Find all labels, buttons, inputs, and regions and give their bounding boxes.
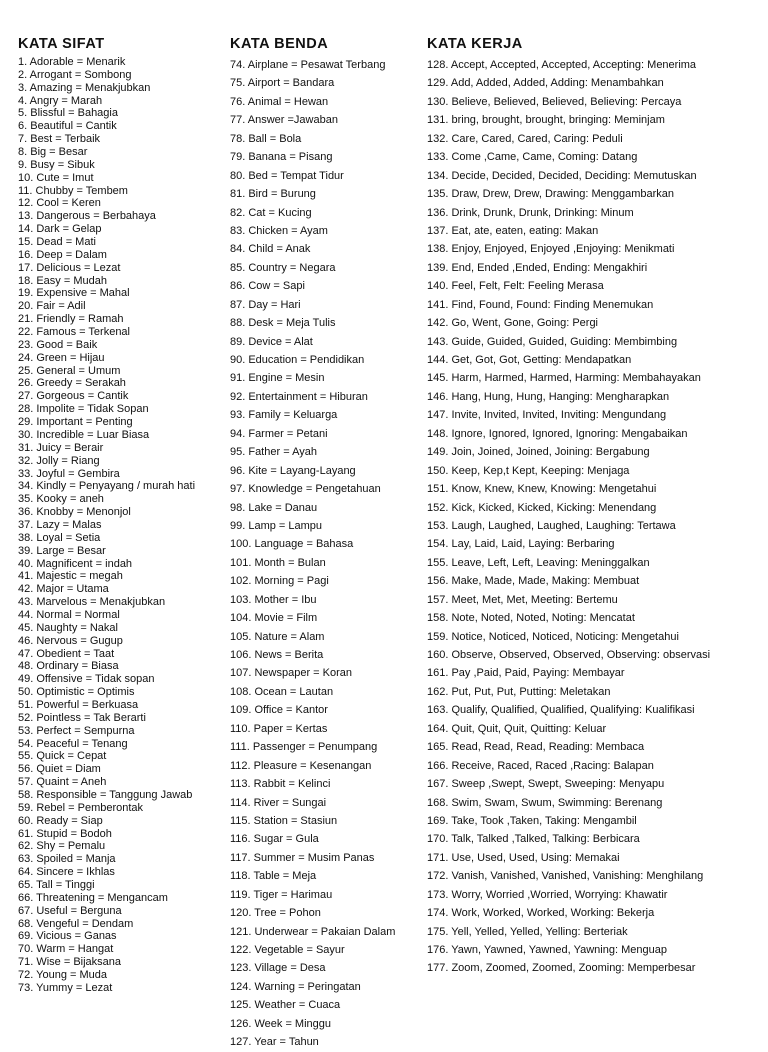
list-item: 135. Draw, Drew, Drew, Drawing: Menggambarkan bbox=[427, 188, 674, 201]
list-item: 166. Receive, Raced, Raced ,Racing: Balapan bbox=[427, 759, 654, 772]
list-item: 5. Blissful = Bahagia bbox=[18, 107, 118, 120]
list-item: 49. Offensive = Tidak sopan bbox=[18, 673, 155, 686]
list-item: 147. Invite, Invited, Invited, Inviting: Mengundang bbox=[427, 409, 667, 422]
list-item: 94. Farmer = Petani bbox=[230, 427, 328, 440]
list-item: 177. Zoom, Zoomed, Zoomed, Zooming: Memperbesar bbox=[427, 962, 696, 975]
list-item: 136. Drink, Drunk, Drunk, Drinking: Minum bbox=[427, 206, 634, 219]
list-item: 29. Important = Penting bbox=[18, 416, 133, 429]
list-item: 111. Passenger = Penumpang bbox=[230, 741, 378, 754]
list-item: 50. Optimistic = Optimis bbox=[18, 686, 135, 699]
list-item: 155. Leave, Left, Left, Leaving: Meninggalkan bbox=[427, 556, 650, 569]
list-item: 168. Swim, Swam, Swum, Swimming: Berenang bbox=[427, 796, 663, 809]
list-item: 106. News = Berita bbox=[230, 649, 324, 661]
list-item: 73. Yummy = Lezat bbox=[18, 981, 113, 994]
list-item: 113. Rabbit = Kelinci bbox=[230, 778, 331, 791]
list-item: 128. Accept, Accepted, Accepted, Accepting: Menerima bbox=[427, 59, 697, 71]
list-item: 150. Keep, Kep,t Kept, Keeping: Menjaga bbox=[427, 464, 630, 477]
list-item: 65. Tall = Tinggi bbox=[18, 879, 95, 891]
heading-kata-sifat: KATA SIFAT bbox=[18, 36, 105, 52]
list-item: 13. Dangerous = Berbahaya bbox=[18, 210, 156, 223]
list-item: 104. Movie = Film bbox=[230, 612, 318, 625]
list-item: 31. Juicy = Berair bbox=[18, 441, 104, 454]
list-item: 126. Week = Minggu bbox=[230, 1017, 331, 1030]
list-item: 78. Ball = Bola bbox=[230, 132, 302, 145]
list-item: 80. Bed = Tempat Tidur bbox=[230, 169, 344, 182]
list-item: 3. Amazing = Menakjubkan bbox=[18, 81, 151, 94]
list-item: 108. Ocean = Lautan bbox=[230, 685, 334, 698]
list-item: 79. Banana = Pisang bbox=[230, 151, 333, 164]
list-item: 39. Large = Besar bbox=[18, 544, 106, 557]
list-item: 90. Education = Pendidikan bbox=[230, 354, 365, 366]
list-item: 36. Knobby = Menonjol bbox=[18, 506, 131, 519]
list-item: 103. Mother = Ibu bbox=[230, 593, 317, 606]
list-item: 28. Impolite = Tidak Sopan bbox=[18, 403, 149, 416]
list-item: 46. Nervous = Gugup bbox=[18, 634, 123, 647]
list-item: 127. Year = Tahun bbox=[230, 1036, 319, 1049]
list-item: 15. Dead = Mati bbox=[18, 236, 96, 249]
list-item: 110. Paper = Kertas bbox=[230, 722, 328, 735]
list-item: 33. Joyful = Gembira bbox=[18, 467, 120, 480]
list-item: 76. Animal = Hewan bbox=[230, 95, 329, 108]
list-item: 85. Country = Negara bbox=[230, 261, 336, 274]
list-item: 160. Observe, Observed, Observed, Observing: observasi bbox=[427, 649, 711, 661]
list-item: 133. Come ,Came, Came, Coming: Datang bbox=[427, 151, 638, 164]
list-item: 153. Laugh, Laughed, Laughed, Laughing: Tertawa bbox=[427, 519, 676, 532]
list-item: 6. Beautiful = Cantik bbox=[18, 120, 117, 133]
list-item: 89. Device = Alat bbox=[230, 335, 313, 348]
list-item: 99. Lamp = Lampu bbox=[230, 519, 323, 532]
list-item: 38. Loyal = Setia bbox=[18, 531, 101, 544]
list-item: 171. Use, Used, Used, Using: Memakai bbox=[427, 851, 620, 864]
list-item: 86. Cow = Sapi bbox=[230, 280, 305, 293]
heading-kata-kerja: KATA KERJA bbox=[427, 36, 523, 52]
list-item: 174. Work, Worked, Worked, Working: Bekerja bbox=[427, 907, 655, 920]
list-item: 69. Vicious = Ganas bbox=[18, 930, 117, 943]
list-item: 107. Newspaper = Koran bbox=[230, 667, 352, 680]
list-item: 148. Ignore, Ignored, Ignored, Ignoring: Mengabaikan bbox=[427, 427, 688, 440]
list-item: 98. Lake = Danau bbox=[230, 501, 318, 514]
list-item: 47. Obedient = Taat bbox=[18, 647, 115, 660]
list-item: 17. Delicious = Lezat bbox=[18, 261, 121, 274]
list-item: 101. Month = Bulan bbox=[230, 556, 326, 569]
list-item: 162. Put, Put, Put, Putting: Meletakan bbox=[427, 685, 611, 698]
list-item: 157. Meet, Met, Met, Meeting: Bertemu bbox=[427, 593, 618, 606]
list-item: 146. Hang, Hung, Hung, Hanging: Mengharapkan bbox=[427, 390, 670, 403]
list-item: 105. Nature = Alam bbox=[230, 630, 325, 643]
column-kata-sifat bbox=[18, 36, 223, 995]
column-kata-kerja bbox=[427, 36, 762, 978]
list-item: 152. Kick, Kicked, Kicked, Kicking: Menendang bbox=[427, 501, 657, 514]
list-item: 83. Chicken = Ayam bbox=[230, 224, 328, 237]
list-item: 154. Lay, Laid, Laid, Laying: Berbaring bbox=[427, 538, 615, 551]
list-item: 68. Vengeful = Dendam bbox=[18, 917, 134, 930]
list-item: 4. Angry = Marah bbox=[18, 94, 103, 107]
list-item: 114. River = Sungai bbox=[230, 796, 327, 809]
list-item: 72. Young = Muda bbox=[18, 969, 107, 982]
list-item: 51. Powerful = Berkuasa bbox=[18, 698, 139, 711]
list-item: 61. Stupid = Bodoh bbox=[18, 827, 112, 840]
list-item: 112. Pleasure = Kesenangan bbox=[230, 759, 372, 772]
list-item: 81. Bird = Burung bbox=[230, 188, 316, 201]
heading-kata-benda: KATA BENDA bbox=[230, 36, 329, 52]
list-kata-sifat bbox=[18, 56, 223, 995]
list-item: 118. Table = Meja bbox=[230, 870, 317, 883]
list-item: 43. Marvelous = Menakjubkan bbox=[18, 596, 166, 609]
list-item: 173. Worry, Worried ,Worried, Worrying: Khawatir bbox=[427, 888, 668, 901]
list-item: 169. Take, Took ,Taken, Taking: Mengambil bbox=[427, 814, 637, 827]
list-item: 48. Ordinary = Biasa bbox=[18, 660, 119, 673]
list-item: 55. Quick = Cepat bbox=[18, 750, 107, 763]
list-item: 63. Spoiled = Manja bbox=[18, 853, 116, 866]
list-item: 102. Morning = Pagi bbox=[230, 575, 329, 588]
list-item: 22. Famous = Terkenal bbox=[18, 326, 130, 339]
list-kata-kerja bbox=[427, 56, 762, 978]
list-item: 53. Perfect = Sempurna bbox=[18, 724, 135, 737]
list-item: 41. Majestic = megah bbox=[18, 570, 123, 583]
list-item: 120. Tree = Pohon bbox=[230, 907, 321, 920]
list-item: 87. Day = Hari bbox=[230, 298, 301, 311]
list-item: 1. Adorable = Menarik bbox=[18, 56, 126, 68]
list-item: 45. Naughty = Nakal bbox=[18, 621, 118, 634]
list-item: 115. Station = Stasiun bbox=[230, 814, 338, 827]
list-item: 11. Chubby = Tembem bbox=[18, 184, 128, 197]
list-item: 70. Warm = Hangat bbox=[18, 943, 114, 956]
list-item: 20. Fair = Adil bbox=[18, 300, 86, 313]
list-item: 140. Feel, Felt, Felt: Feeling Merasa bbox=[427, 280, 604, 293]
list-item: 121. Underwear = Pakaian Dalam bbox=[230, 925, 396, 938]
list-item: 24. Green = Hijau bbox=[18, 351, 105, 364]
list-item: 149. Join, Joined, Joined, Joining: Bergabung bbox=[427, 446, 650, 459]
list-item: 42. Major = Utama bbox=[18, 583, 109, 596]
list-item: 82. Cat = Kucing bbox=[230, 206, 312, 219]
list-item: 34. Kindly = Penyayang / murah hati bbox=[18, 480, 196, 493]
list-item: 92. Entertainment = Hiburan bbox=[230, 390, 368, 403]
list-kata-benda bbox=[230, 56, 420, 1052]
list-item: 12. Cool = Keren bbox=[18, 197, 101, 210]
list-item: 109. Office = Kantor bbox=[230, 704, 328, 717]
list-item: 19. Expensive = Mahal bbox=[18, 287, 130, 300]
list-item: 132. Care, Cared, Cared, Caring: Peduli bbox=[427, 132, 623, 145]
list-item: 156. Make, Made, Made, Making: Membuat bbox=[427, 575, 640, 588]
list-item: 18. Easy = Mudah bbox=[18, 274, 107, 287]
list-item: 123. Village = Desa bbox=[230, 962, 326, 975]
list-item: 58. Responsible = Tanggung Jawab bbox=[18, 788, 193, 801]
list-item: 96. Kite = Layang-Layang bbox=[230, 464, 356, 477]
list-item: 54. Peaceful = Tenang bbox=[18, 737, 128, 750]
list-item: 93. Family = Keluarga bbox=[230, 409, 338, 422]
list-item: 10. Cute = Imut bbox=[18, 171, 94, 184]
list-item: 56. Quiet = Diam bbox=[18, 763, 101, 776]
list-item: 175. Yell, Yelled, Yelled, Yelling: Berteriak bbox=[427, 925, 628, 938]
list-item: 143. Guide, Guided, Guided, Guiding: Membimbing bbox=[427, 335, 678, 348]
list-item: 44. Normal = Normal bbox=[18, 608, 120, 621]
list-item: 116. Sugar = Gula bbox=[230, 833, 319, 846]
list-item: 74. Airplane = Pesawat Terbang bbox=[230, 59, 386, 71]
list-item: 16. Deep = Dalam bbox=[18, 248, 107, 261]
column-kata-benda bbox=[230, 36, 420, 1052]
list-item: 40. Magnificent = indah bbox=[18, 557, 133, 570]
list-item: 130. Believe, Believed, Believed, Believing: Percaya bbox=[427, 95, 682, 108]
list-item: 100. Language = Bahasa bbox=[230, 538, 354, 551]
list-item: 142. Go, Went, Gone, Going: Pergi bbox=[427, 317, 599, 330]
list-item: 176. Yawn, Yawned, Yawned, Yawning: Menguap bbox=[427, 944, 667, 956]
list-item: 163. Qualify, Qualified, Qualified, Qualifying: Kualifikasi bbox=[427, 704, 695, 717]
list-item: 131. bring, brought, brought, bringing: Meminjam bbox=[427, 114, 665, 127]
list-item: 52. Pointless = Tak Berarti bbox=[18, 711, 146, 724]
list-item: 97. Knowledge = Pengetahuan bbox=[230, 483, 381, 496]
list-item: 67. Useful = Berguna bbox=[18, 904, 122, 917]
list-item: 88. Desk = Meja Tulis bbox=[230, 317, 336, 330]
list-item: 37. Lazy = Malas bbox=[18, 518, 102, 531]
list-item: 137. Eat, ate, eaten, eating: Makan bbox=[427, 224, 599, 237]
list-item: 129. Add, Added, Added, Adding: Menambahkan bbox=[427, 77, 664, 90]
list-item: 119. Tiger = Harimau bbox=[230, 888, 333, 901]
list-item: 95. Father = Ayah bbox=[230, 446, 317, 459]
list-item: 165. Read, Read, Read, Reading: Membaca bbox=[427, 741, 645, 754]
list-item: 159. Notice, Noticed, Noticed, Noticing: Mengetahui bbox=[427, 630, 679, 643]
list-item: 9. Busy = Sibuk bbox=[18, 158, 95, 171]
list-item: 2. Arrogant = Sombong bbox=[18, 68, 132, 81]
list-item: 59. Rebel = Pemberontak bbox=[18, 801, 144, 814]
list-item: 26. Greedy = Serakah bbox=[18, 377, 126, 390]
list-item: 167. Sweep ,Swept, Swept, Sweeping: Menyapu bbox=[427, 778, 665, 791]
list-item: 138. Enjoy, Enjoyed, Enjoyed ,Enjoying: Menikmati bbox=[427, 243, 675, 256]
list-item: 14. Dark = Gelap bbox=[18, 223, 102, 236]
list-item: 35. Kooky = aneh bbox=[18, 493, 104, 506]
list-item: 117. Summer = Musim Panas bbox=[230, 851, 375, 864]
list-item: 158. Note, Noted, Noted, Noting: Mencatat bbox=[427, 612, 635, 625]
list-item: 23. Good = Baik bbox=[18, 338, 98, 351]
list-item: 125. Weather = Cuaca bbox=[230, 999, 341, 1012]
list-item: 172. Vanish, Vanished, Vanished, Vanishing: Menghilang bbox=[427, 870, 704, 883]
list-item: 91. Engine = Mesin bbox=[230, 372, 325, 385]
list-item: 66. Threatening = Mengancam bbox=[18, 891, 168, 904]
list-item: 27. Gorgeous = Cantik bbox=[18, 390, 129, 403]
list-item: 7. Best = Terbaik bbox=[18, 133, 101, 146]
list-item: 124. Warning = Peringatan bbox=[230, 980, 361, 993]
list-item: 84. Child = Anak bbox=[230, 243, 311, 256]
list-item: 151. Know, Knew, Knew, Knowing: Mengetahui bbox=[427, 483, 657, 496]
list-item: 141. Find, Found, Found: Finding Menemukan bbox=[427, 298, 654, 311]
list-item: 64. Sincere = Ikhlas bbox=[18, 866, 115, 879]
list-item: 8. Big = Besar bbox=[18, 146, 88, 159]
list-item: 139. End, Ended ,Ended, Ending: Mengakhiri bbox=[427, 261, 648, 274]
list-item: 60. Ready = Siap bbox=[18, 814, 103, 827]
list-item: 170. Talk, Talked ,Talked, Talking: Berbicara bbox=[427, 833, 640, 846]
list-item: 25. General = Umum bbox=[18, 364, 121, 377]
list-item: 161. Pay ,Paid, Paid, Paying: Membayar bbox=[427, 667, 625, 680]
list-item: 164. Quit, Quit, Quit, Quitting: Keluar bbox=[427, 722, 607, 735]
list-item: 122. Vegetable = Sayur bbox=[230, 944, 345, 956]
list-item: 77. Answer =Jawaban bbox=[230, 114, 338, 127]
list-item: 32. Jolly = Riang bbox=[18, 454, 100, 467]
list-item: 30. Incredible = Luar Biasa bbox=[18, 428, 150, 441]
list-item: 75. Airport = Bandara bbox=[230, 77, 335, 90]
list-item: 57. Quaint = Aneh bbox=[18, 776, 107, 789]
list-item: 62. Shy = Pemalu bbox=[18, 840, 106, 853]
list-item: 21. Friendly = Ramah bbox=[18, 313, 124, 326]
list-item: 144. Get, Got, Got, Getting: Mendapatkan bbox=[427, 354, 632, 366]
list-item: 71. Wise = Bijaksana bbox=[18, 956, 122, 969]
list-item: 145. Harm, Harmed, Harmed, Harming: Membahayakan bbox=[427, 372, 701, 385]
list-item: 134. Decide, Decided, Decided, Deciding: Memutuskan bbox=[427, 169, 697, 182]
